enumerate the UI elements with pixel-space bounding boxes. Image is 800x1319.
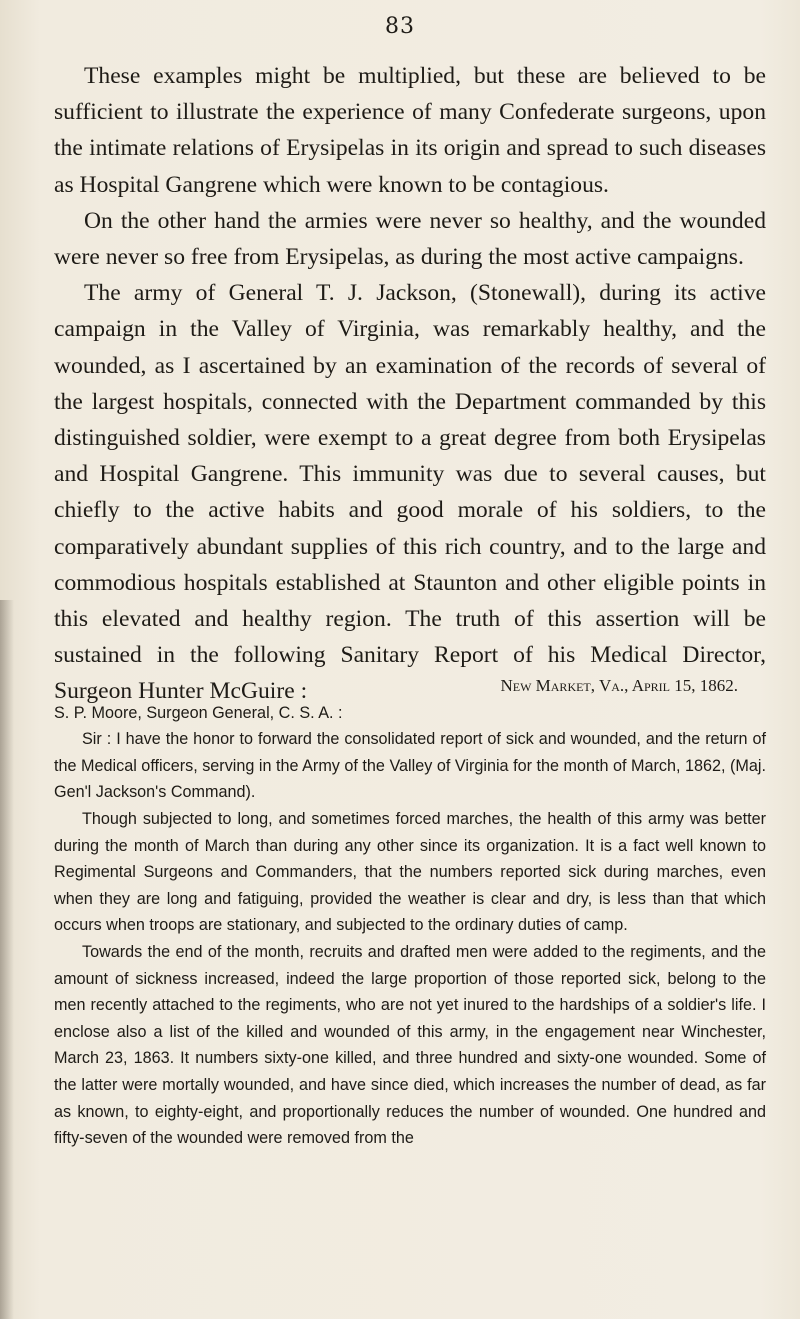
main-text bbox=[54, 58, 766, 710]
letter-address: S. P. Moore, Surgeon General, C. S. A. : bbox=[54, 703, 343, 722]
page-edge-shadow bbox=[0, 600, 14, 1319]
quoted-report bbox=[54, 673, 766, 1152]
letter-paragraph-sir: Sir : I have the honor to forward the consolidated report of sick and wounded, and the return of the Medical officers, serving in the Army of the Valley of Virginia for the month of March, 1862, (Maj. Gen'l Jackson's Command). bbox=[54, 730, 766, 802]
letter-dateline: New Market, Va., April 15, 1862. bbox=[500, 676, 738, 695]
letter-paragraph-health: Though subjected to long, and sometimes forced marches, the health of this army was better during the month of March than during any other since its organization. It is a fact well known to Regimental Surgeons and Commanders, that the numbers reported sick during marches, even when they are long and fatiguing, provided the weather is clear and dry, is less than that which occurs when troops are stationary, and subjected to the ordinary duties of camp. bbox=[54, 809, 766, 935]
letter-paragraph-recruits: Towards the end of the month, recruits and drafted men were added to the regiments, and the amount of sickness increased, indeed the large proportion of those reported sick, belong to the men recently attached to the regiments, who are not yet inured to the hardships of a soldier's life. I enclose also a list of the killed and wounded of this army, in the engagement near Winchester, March 23, 1863. It numbers sixty-one killed, and three hundred and sixty-one wounded. Some of the latter were mortally wounded, and have since died, which increases the number of dead, as far as known, to eighty-eight, and proportionally reduces the number of wounded. One hundred and fifty-seven of the wounded were removed from the bbox=[54, 942, 766, 1148]
paragraph-examples: These examples might be multiplied, but these are believed to be sufficient to illustrate the experience of many Confederate surgeons, upon the intimate relations of Erysipelas in its origin and spread to such diseases as Hospital Gangrene which were known to be contagious. bbox=[54, 63, 766, 198]
paragraph-jackson-army: The army of General T. J. Jackson, (Stonewall), during its active campaign in the Valley of Virginia, was remarkably healthy, and the wounded, as I ascertained by an examination of the records of several of the largest hospitals, connected with the Department commanded by this distinguished soldier, were exempt to a great degree from both Erysipelas and Hospital Gangrene. This immunity was due to several causes, but chiefly to the active habits and good morale of his soldiers, to the comparatively abundant supplies of this rich country, and to the large and commodious hospitals established at Staunton and other eligible points in this elevated and healthy region. The truth of this assertion will be sustained in the following Sanitary Report of his Medical Director, Surgeon Hunter McGuire : bbox=[54, 280, 766, 705]
page-number: 83 bbox=[385, 14, 415, 39]
paragraph-armies-healthy: On the other hand the armies were never so healthy, and the wounded were never so free from Erysipelas, as during the most active campaigns. bbox=[54, 207, 766, 271]
